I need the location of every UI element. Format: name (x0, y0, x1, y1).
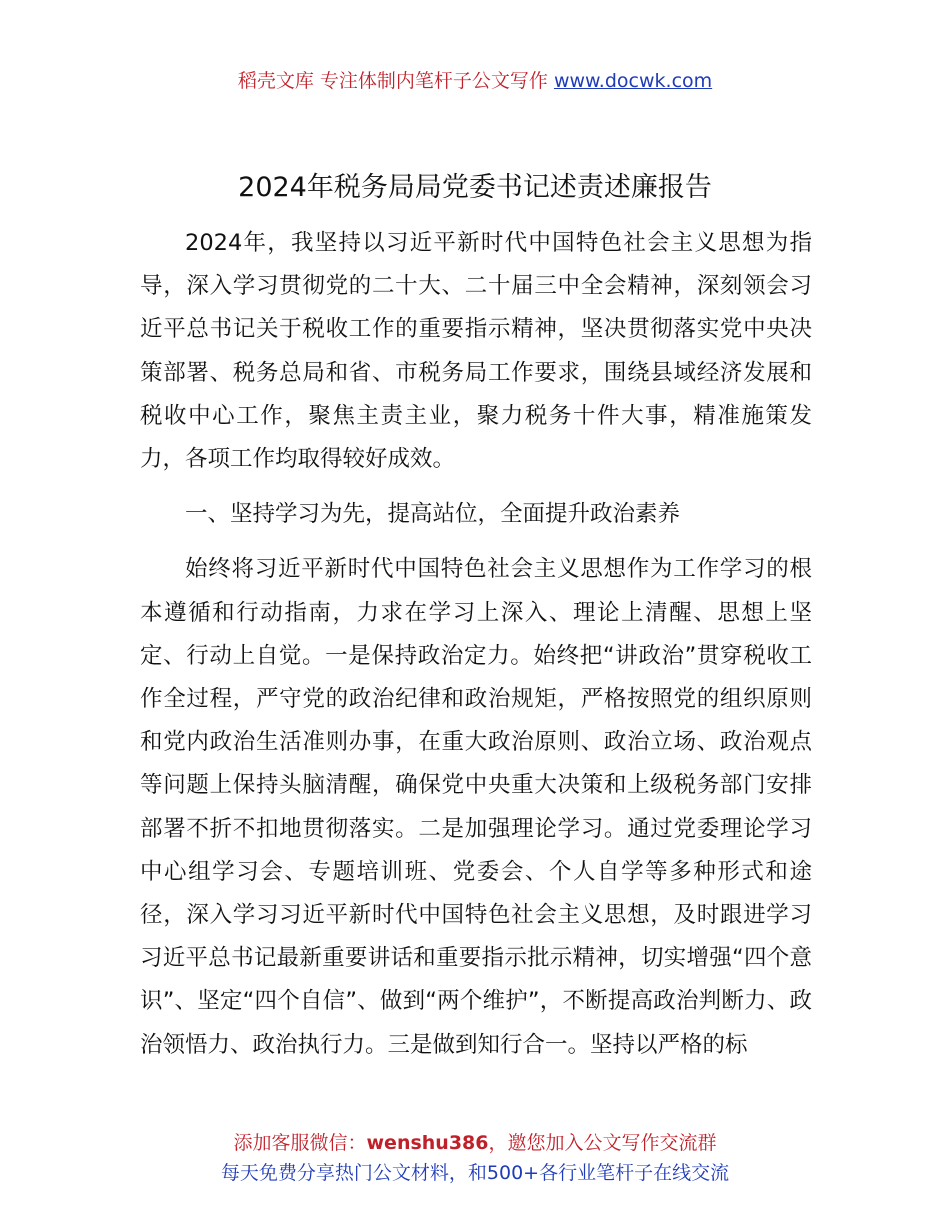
site-link[interactable]: www.docwk.com (553, 70, 713, 92)
document-title: 2024年税务局局党委书记述责述廉报告 (238, 172, 712, 203)
footer-prefix: 添加客服微信： (233, 1132, 367, 1154)
footer-line-1 (0, 1128, 950, 1158)
footer-promo (0, 1128, 950, 1188)
footer-suffix: ，邀您加入公文写作交流群 (488, 1132, 717, 1154)
footer-line-2: 每天免费分享热门公文材料，和500+各行业笔杆子在线交流 (220, 1162, 730, 1184)
body-paragraph: 始终将习近平新时代中国特色社会主义思想作为工作学习的根本遵循和行动指南，力求在学习上深入、理论上清醒、思想上坚定、行动上自觉。一是保持政治定力。始终把“讲政治”贯穿税收工作全过程，严守党的政治纪律和政治规矩，严格按照党的组织原则和党内政治生活准则办事，在重大政治原则、政治立场、政治观点等问题上保持头脑清醒，确保党中央重大决策和上级税务部门安排部署不折不扣地贯彻落实。二是加强理论学习。通过党委理论学习中心组学习会、专题培训班、党委会、个人自学等多种形式和途径，深入学习习近平新时代中国特色社会主义思想，及时跟进学习习近平总书记最新重要讲话和重要指示批示精神，切实增强“四个意识”、坚定“四个自信”、做到“两个维护”，不断提高政治判断力、政治领悟力、政治执行力。三是做到知行合一。坚持以严格的标 (140, 556, 812, 1058)
wechat-id: wenshu386 (366, 1132, 489, 1154)
intro-paragraph: 2024年，我坚持以习近平新时代中国特色社会主义思想为指导，深入学习贯彻党的二十大、二十届三中全会精神，深刻领会习近平总书记关于税收工作的重要指示精神，坚决贯彻落实党中央决策部署、税务总局和省、市税务局工作要求，围绕县域经济发展和税收中心工作，聚焦主责主业，聚力税务十件大事，精准施策发力，各项工作均取得较好成效。 (140, 230, 812, 473)
document-body (140, 222, 812, 1067)
section-heading: 一、坚持学习为先，提高站位，全面提升政治素养 (185, 501, 681, 528)
brand-tagline: 稻壳文库 专注体制内笔杆子公文写作 (237, 70, 548, 92)
header-banner (0, 66, 950, 93)
